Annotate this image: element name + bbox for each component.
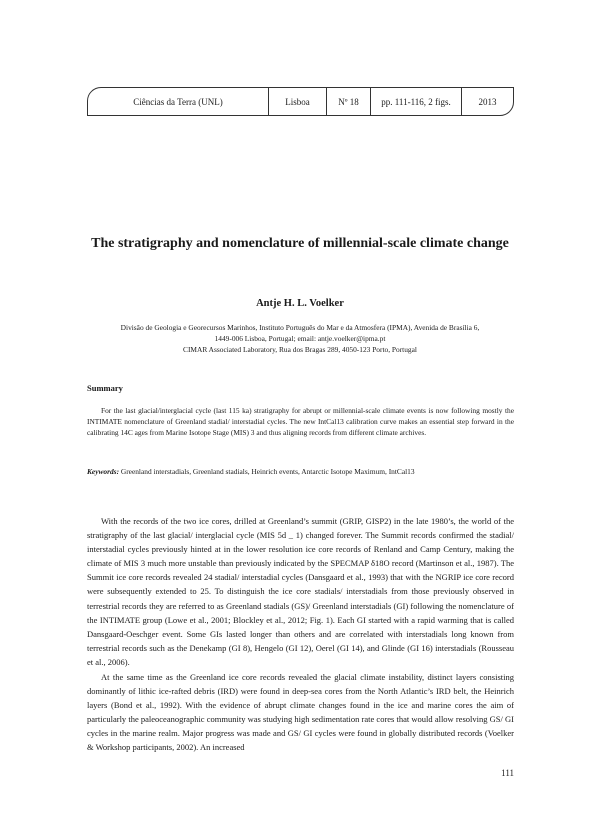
- summary-heading: Summary: [87, 383, 123, 393]
- issue-number: Nº 18: [327, 88, 371, 115]
- publication-year: 2013: [478, 96, 497, 107]
- journal-city: Lisboa: [269, 88, 327, 115]
- author-name: Antje H. L. Voelker: [256, 298, 344, 309]
- keywords-list: Greenland interstadials, Greenland stadials, Heinrich events, Antarctic Isotope Maximum, IntCal13: [119, 467, 415, 476]
- keywords: [87, 466, 514, 477]
- keywords-label: Keywords:: [87, 467, 120, 476]
- affiliation-line: Divisão de Geologia e Georecursos Marinhos, Instituto Português do Mar e da Atmosfera (IPMA), Avenida de Brasília 6,: [120, 323, 480, 332]
- body-paragraph: At the same time as the Greenland ice core records revealed the glacial climate instability, distinct layers consisting dominantly of lithic ice-rafted debris (IRD) were found in deep-sea cores from the North Atlantic’s IRD belt, the Heinrich layers (Bond et al., 1992). With the evidence of abrupt climate changes found in the ice and marine cores the aim of particularly the paleoceanographic community was studying high sedimentation rate cores that would allow resolving GS/ GI cycles in the marine realm. Major progress was made and GS/ GI cycles were found in globally distributed records (Voelker & Workshop participants, 2002). An increased: [87, 672, 514, 753]
- page-number: 111: [501, 768, 514, 778]
- paper-title: The stratigraphy and nomenclature of millennial-scale climate change: [91, 236, 509, 251]
- journal-name: Ciências da Terra (UNL): [88, 88, 269, 115]
- affiliation: [80, 322, 520, 355]
- journal-header: [87, 87, 514, 116]
- affiliation-line: CIMAR Associated Laboratory, Rua dos Bragas 289, 4050-123 Porto, Portugal: [183, 345, 417, 354]
- body-paragraph: With the records of the two ice cores, drilled at Greenland’s summit (GRIP, GISP2) in the late 1980’s, the world of the stratigraphy of the last glacial/ interglacial cycle (MIS 5d _ 1) changed forever. The Summit records confirmed the stadial/ interstadial cycles previously hinted at in the lower resolution ice core records of Renland and Camp Century, making the climate of MIS 3 much more unstable than previously indicated by the SPECMAP δ18O record (Martinson et al., 1987). The Summit ice core records revealed 24 stadial/ interstadial cycles (Dansgaard et al., 1993) that with the NGRIP ice core record were subsequently extended to 25. To distinguish the ice core stadials/ interstadials from those previously observed in terrestrial records they are referred to as Greenland stadials (GS)/ Greenland interstadials (GI) following the nomenclature of the INTIMATE group (Lowe et al., 2001; Blockley et al., 2012; Fig. 1). Each GI started with a rapid warming that is called Dansgaard-Oeschger event. Some GIs lasted longer than others and are correlated with interstadials long known from terrestrial records such as the Denekamp (GI 8), Hengelo (GI 12), Oerel (GI 14), and Glinde (GI 16) interstadials (Rousseau et al., 2006).: [87, 516, 514, 667]
- affiliation-line: 1449-006 Lisboa, Portugal; email: antje.voelker@ipma.pt: [214, 334, 386, 343]
- page-range: pp. 111-116, 2 figs.: [371, 88, 462, 115]
- summary-text: For the last glacial/interglacial cycle (last 115 ka) stratigraphy for abrupt or millennial-scale climate events is now following mostly the INTIMATE nomenclature of Greenland stadial/ interstadial cycles. The new IntCal13 calibration curve makes an essential step forward in the calibrating 14C ages from Marine Isotope Stage (MIS) 3 and thus aligning records from different climate archives.: [87, 406, 514, 437]
